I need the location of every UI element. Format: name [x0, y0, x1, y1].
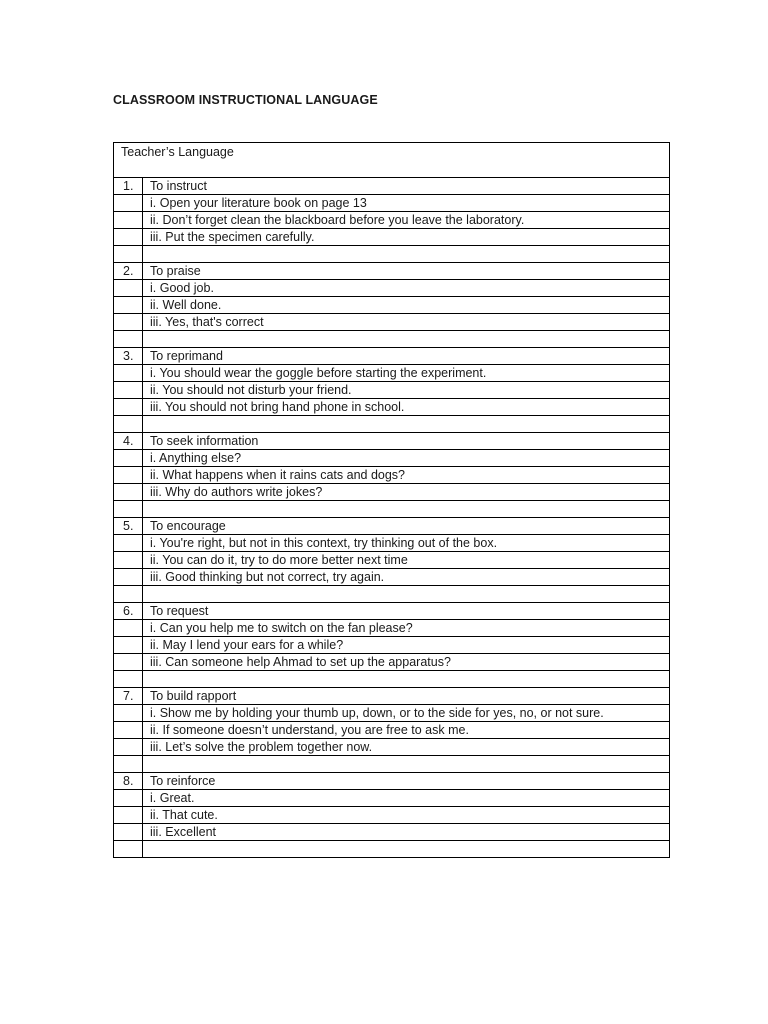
empty-number-cell	[114, 484, 143, 501]
spacer-row	[114, 416, 670, 433]
example-phrase: iii. Good thinking but not correct, try again.	[143, 569, 670, 586]
spacer-row	[114, 501, 670, 518]
section-number: 4.	[114, 433, 143, 450]
empty-number-cell	[114, 824, 143, 841]
example-phrase: iii. Yes, that's correct	[143, 314, 670, 331]
empty-number-cell	[114, 229, 143, 246]
empty-number-cell	[114, 365, 143, 382]
spacer-cell	[114, 501, 143, 518]
section-number: 8.	[114, 773, 143, 790]
page-title: CLASSROOM INSTRUCTIONAL LANGUAGE	[113, 93, 378, 107]
table-row	[114, 569, 670, 586]
table-row	[114, 382, 670, 399]
empty-number-cell	[114, 569, 143, 586]
empty-number-cell	[114, 382, 143, 399]
table-row	[114, 620, 670, 637]
table-row	[114, 824, 670, 841]
section-number: 5.	[114, 518, 143, 535]
table-header-cell: Teacher’s Language	[114, 143, 670, 178]
table-row	[114, 467, 670, 484]
table-row	[114, 722, 670, 739]
empty-number-cell	[114, 552, 143, 569]
empty-number-cell	[114, 450, 143, 467]
spacer-cell	[143, 671, 670, 688]
spacer-row	[114, 331, 670, 348]
empty-number-cell	[114, 399, 143, 416]
spacer-cell	[114, 416, 143, 433]
table-row	[114, 705, 670, 722]
empty-number-cell	[114, 535, 143, 552]
example-phrase: iii. Excellent	[143, 824, 670, 841]
spacer-cell	[143, 246, 670, 263]
table-row	[114, 552, 670, 569]
table-row	[114, 399, 670, 416]
spacer-row	[114, 586, 670, 603]
section-heading-row	[114, 773, 670, 790]
spacer-row	[114, 841, 670, 858]
example-phrase: iii. Can someone help Ahmad to set up the apparatus?	[143, 654, 670, 671]
spacer-cell	[114, 246, 143, 263]
section-heading-row	[114, 603, 670, 620]
section-heading-row	[114, 688, 670, 705]
spacer-cell	[143, 756, 670, 773]
example-phrase: i. Open your literature book on page 13	[143, 195, 670, 212]
table-row	[114, 212, 670, 229]
section-heading-row	[114, 518, 670, 535]
spacer-cell	[143, 841, 670, 858]
example-phrase: i. You're right, but not in this context, try thinking out of the box.	[143, 535, 670, 552]
table-row	[114, 280, 670, 297]
empty-number-cell	[114, 620, 143, 637]
section-heading: To praise	[143, 263, 670, 280]
table-header-row	[114, 143, 670, 178]
example-phrase: i. You should wear the goggle before starting the experiment.	[143, 365, 670, 382]
instructional-language-table	[113, 142, 670, 858]
example-phrase: i. Show me by holding your thumb up, down, or to the side for yes, no, or not sure.	[143, 705, 670, 722]
empty-number-cell	[114, 467, 143, 484]
section-heading-row	[114, 348, 670, 365]
empty-number-cell	[114, 790, 143, 807]
spacer-cell	[114, 671, 143, 688]
section-number: 7.	[114, 688, 143, 705]
spacer-row	[114, 671, 670, 688]
example-phrase: ii. You should not disturb your friend.	[143, 382, 670, 399]
empty-number-cell	[114, 807, 143, 824]
empty-number-cell	[114, 195, 143, 212]
section-heading: To reprimand	[143, 348, 670, 365]
section-heading: To encourage	[143, 518, 670, 535]
table-row	[114, 739, 670, 756]
table-row	[114, 637, 670, 654]
section-heading-row	[114, 263, 670, 280]
table-row	[114, 450, 670, 467]
table-row	[114, 790, 670, 807]
table-row	[114, 807, 670, 824]
spacer-cell	[143, 501, 670, 518]
table-body	[114, 143, 670, 858]
empty-number-cell	[114, 297, 143, 314]
empty-number-cell	[114, 637, 143, 654]
section-heading: To reinforce	[143, 773, 670, 790]
spacer-cell	[143, 416, 670, 433]
example-phrase: i. Can you help me to switch on the fan please?	[143, 620, 670, 637]
table-row	[114, 297, 670, 314]
example-phrase: iii. Why do authors write jokes?	[143, 484, 670, 501]
empty-number-cell	[114, 705, 143, 722]
table-row	[114, 365, 670, 382]
empty-number-cell	[114, 722, 143, 739]
example-phrase: i. Anything else?	[143, 450, 670, 467]
example-phrase: ii. Well done.	[143, 297, 670, 314]
spacer-cell	[143, 331, 670, 348]
example-phrase: ii. Don’t forget clean the blackboard before you leave the laboratory.	[143, 212, 670, 229]
section-heading: To instruct	[143, 178, 670, 195]
section-number: 6.	[114, 603, 143, 620]
section-number: 2.	[114, 263, 143, 280]
spacer-cell	[114, 331, 143, 348]
example-phrase: i. Great.	[143, 790, 670, 807]
spacer-cell	[143, 586, 670, 603]
table-row	[114, 654, 670, 671]
section-heading: To build rapport	[143, 688, 670, 705]
spacer-cell	[114, 586, 143, 603]
empty-number-cell	[114, 654, 143, 671]
example-phrase: ii. What happens when it rains cats and dogs?	[143, 467, 670, 484]
spacer-row	[114, 756, 670, 773]
example-phrase: iii. Let’s solve the problem together now.	[143, 739, 670, 756]
example-phrase: ii. That cute.	[143, 807, 670, 824]
section-number: 1.	[114, 178, 143, 195]
example-phrase: iii. Put the specimen carefully.	[143, 229, 670, 246]
table-row	[114, 314, 670, 331]
example-phrase: ii. If someone doesn’t understand, you are free to ask me.	[143, 722, 670, 739]
table-row	[114, 229, 670, 246]
example-phrase: iii. You should not bring hand phone in school.	[143, 399, 670, 416]
table-row	[114, 535, 670, 552]
empty-number-cell	[114, 280, 143, 297]
section-heading-row	[114, 178, 670, 195]
empty-number-cell	[114, 314, 143, 331]
empty-number-cell	[114, 739, 143, 756]
spacer-cell	[114, 841, 143, 858]
table-row	[114, 484, 670, 501]
spacer-cell	[114, 756, 143, 773]
example-phrase: i. Good job.	[143, 280, 670, 297]
table-row	[114, 195, 670, 212]
spacer-row	[114, 246, 670, 263]
section-heading-row	[114, 433, 670, 450]
section-heading: To request	[143, 603, 670, 620]
section-number: 3.	[114, 348, 143, 365]
section-heading: To seek information	[143, 433, 670, 450]
empty-number-cell	[114, 212, 143, 229]
example-phrase: ii. You can do it, try to do more better next time	[143, 552, 670, 569]
example-phrase: ii. May I lend your ears for a while?	[143, 637, 670, 654]
